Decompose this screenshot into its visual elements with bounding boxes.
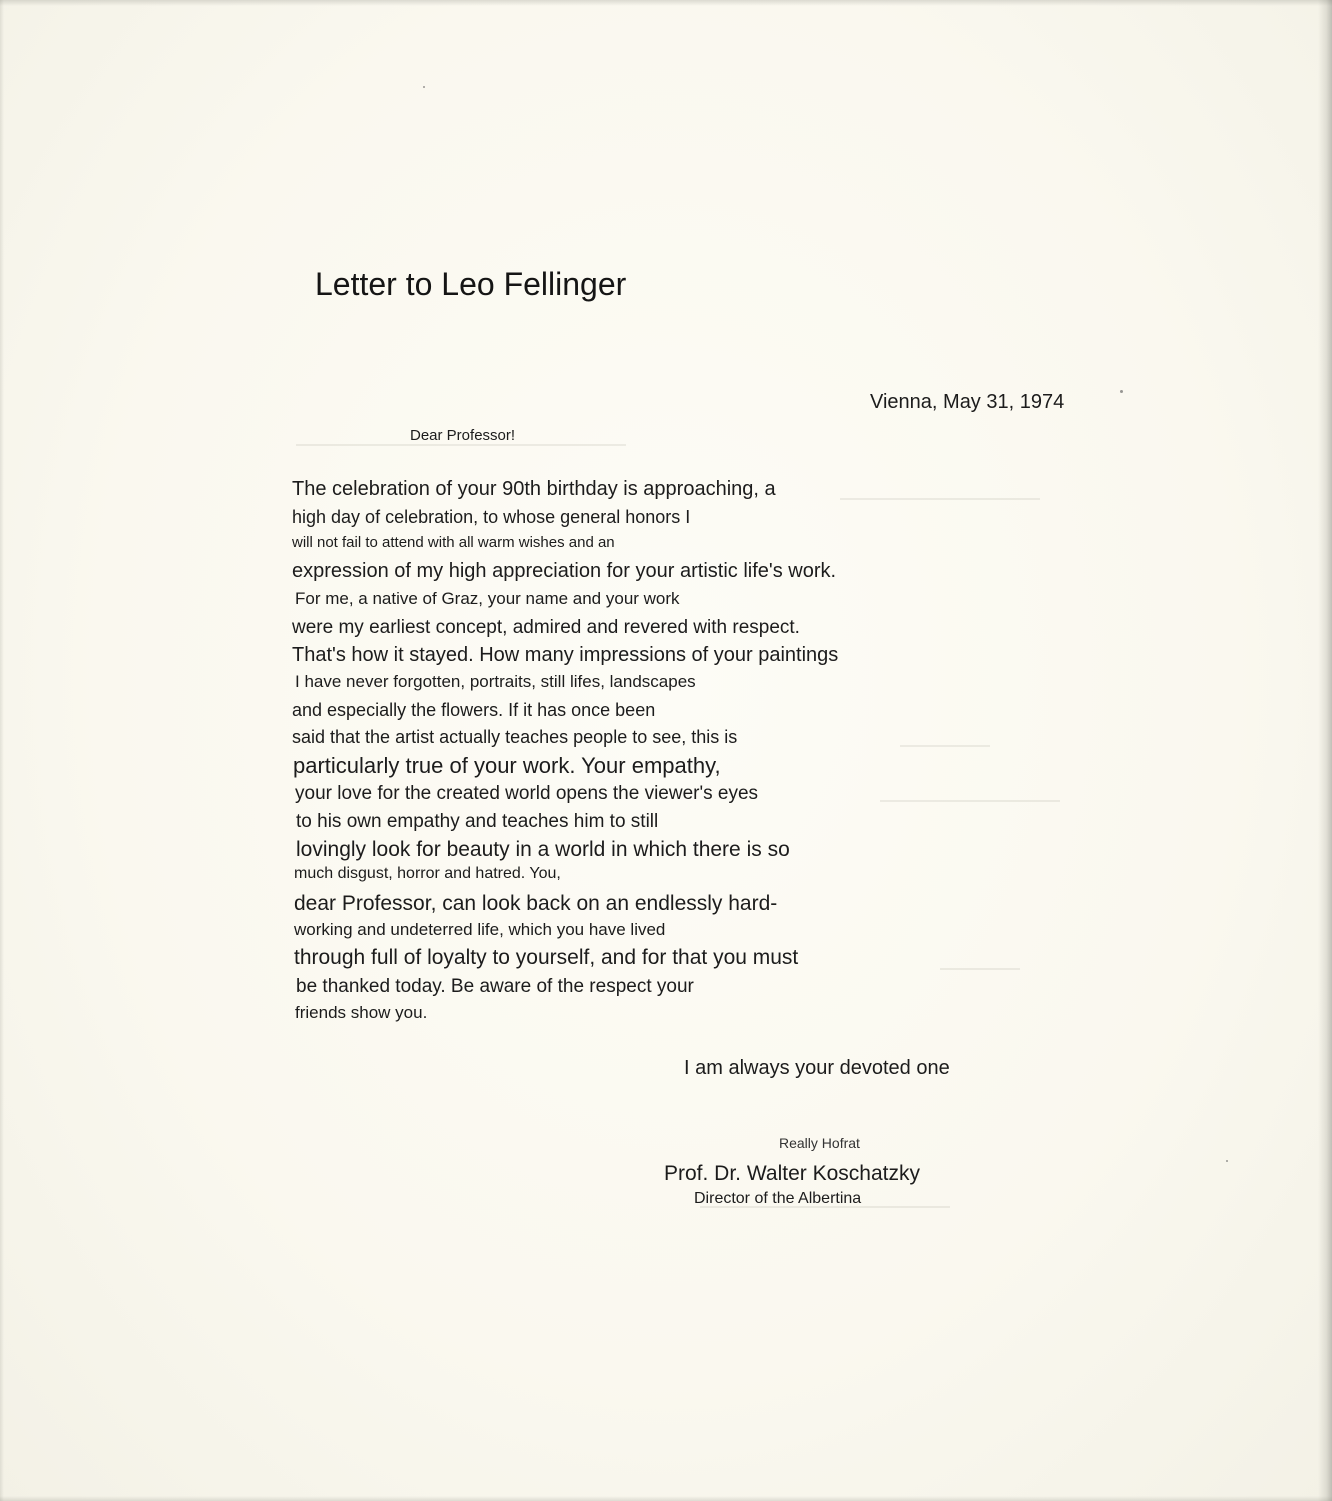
body-line: particularly true of your work. Your empathy, — [293, 753, 721, 778]
paste-mark — [840, 498, 1040, 500]
body-line: were my earliest concept, admired and revered with respect. — [292, 617, 800, 638]
body-line: your love for the created world opens the viewer's eyes — [295, 783, 759, 804]
body-line: be thanked today. Be aware of the respect your — [296, 976, 694, 997]
body-line: much disgust, horror and hatred. You, — [294, 865, 561, 882]
page-edge-right — [1318, 0, 1332, 1501]
signature-name: Prof. Dr. Walter Koschatzky — [664, 1162, 920, 1185]
salutation: Dear Professor! — [410, 427, 516, 444]
body-line: through full of loyalty to yourself, and for that you must — [294, 946, 799, 969]
letter-date: Vienna, May 31, 1974 — [870, 391, 1065, 413]
body-line: and especially the flowers. If it has once been — [292, 700, 656, 720]
body-line: to his own empathy and teaches him to still — [296, 811, 659, 832]
body-line: said that the artist actually teaches people to see, this is — [292, 727, 738, 747]
body-line: For me, a native of Graz, your name and your work — [295, 589, 680, 608]
paste-mark — [296, 444, 626, 446]
body-line: expression of my high appreciation for your artistic life's work. — [292, 560, 837, 582]
body-line: friends show you. — [295, 1003, 428, 1022]
signature-role: Director of the Albertina — [694, 1190, 862, 1207]
paste-mark — [900, 745, 990, 747]
body-line: working and undeterred life, which you have lived — [294, 920, 666, 939]
ink-speck — [1226, 1160, 1228, 1162]
closing-phrase: I am always your devoted one — [684, 1057, 950, 1079]
body-line: lovingly look for beauty in a world in which there is so — [296, 838, 790, 861]
page-edge-left — [0, 0, 4, 1501]
body-line: That's how it stayed. How many impressions of your paintings — [292, 644, 839, 666]
body-line: will not fail to attend with all warm wishes and an — [292, 534, 615, 551]
body-line: high day of celebration, to whose general honors I — [292, 507, 691, 527]
ink-speck — [423, 86, 425, 88]
paste-mark — [940, 968, 1020, 970]
body-line: dear Professor, can look back on an endlessly hard- — [294, 892, 778, 915]
paste-mark — [880, 800, 1060, 802]
signature-rank: Really Hofrat — [779, 1135, 860, 1151]
page-edge-bottom — [0, 1496, 1332, 1501]
page-edge-top — [0, 0, 1332, 6]
ink-speck — [1120, 390, 1123, 393]
body-line: I have never forgotten, portraits, still lifes, landscapes — [295, 672, 696, 691]
body-line: The celebration of your 90th birthday is approaching, a — [292, 478, 776, 500]
letter-title: Letter to Leo Fellinger — [315, 266, 627, 302]
